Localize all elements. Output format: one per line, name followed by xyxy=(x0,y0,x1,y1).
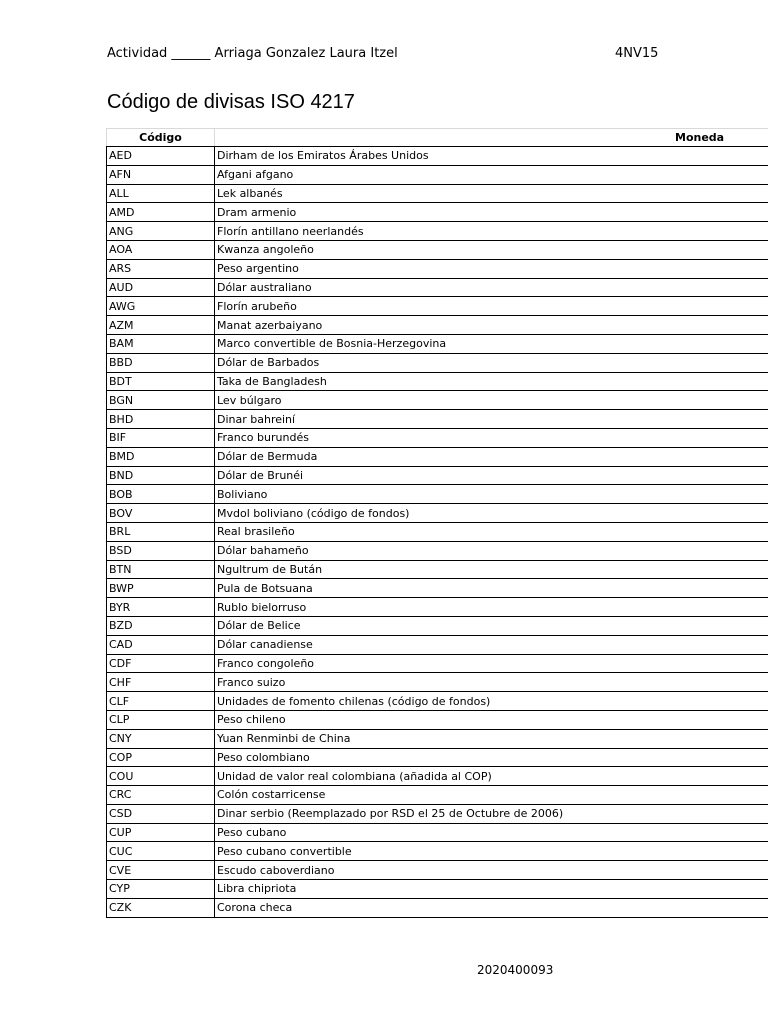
column-header-currency: Moneda xyxy=(215,129,768,147)
currency-name-cell: Peso colombiano xyxy=(215,748,768,767)
currency-name-cell: Peso cubano xyxy=(215,823,768,842)
table-row xyxy=(107,428,768,447)
table-row xyxy=(107,466,768,485)
table-row xyxy=(107,560,768,579)
currency-code-cell: CRC xyxy=(107,786,215,805)
currency-name-cell: Escudo caboverdiano xyxy=(215,861,768,880)
column-header-code: Código xyxy=(107,129,215,147)
document-header xyxy=(107,46,768,66)
currency-code-cell: CNY xyxy=(107,729,215,748)
table-row xyxy=(107,353,768,372)
currency-name-cell: Rublo bielorruso xyxy=(215,598,768,617)
table-row xyxy=(107,316,768,335)
currency-name-cell: Mvdol boliviano (código de fondos) xyxy=(215,504,768,523)
currency-code-cell: CDF xyxy=(107,654,215,673)
currency-code-cell: BDT xyxy=(107,372,215,391)
table-row xyxy=(107,184,768,203)
table-row xyxy=(107,654,768,673)
student-id: 2020400093 xyxy=(477,963,554,977)
table-row xyxy=(107,598,768,617)
table-row xyxy=(107,842,768,861)
currency-code-cell: ALL xyxy=(107,184,215,203)
currency-name-cell: Dólar de Brunéi xyxy=(215,466,768,485)
table-row xyxy=(107,372,768,391)
currency-name-cell: Boliviano xyxy=(215,485,768,504)
table-row xyxy=(107,203,768,222)
currency-name-cell: Ngultrum de Bután xyxy=(215,560,768,579)
currency-code-cell: CLP xyxy=(107,710,215,729)
table-row xyxy=(107,165,768,184)
table-row xyxy=(107,635,768,654)
currency-code-cell: AED xyxy=(107,147,215,166)
table-row xyxy=(107,522,768,541)
currency-name-cell: Afgani afgano xyxy=(215,165,768,184)
currency-code-cell: AZM xyxy=(107,316,215,335)
currency-name-cell: Dólar bahameño xyxy=(215,541,768,560)
currency-code-cell: BIF xyxy=(107,428,215,447)
table-row xyxy=(107,861,768,880)
currency-code-cell: COU xyxy=(107,767,215,786)
table-row xyxy=(107,541,768,560)
currency-name-cell: Yuan Renminbi de China xyxy=(215,729,768,748)
currency-code-cell: BOV xyxy=(107,504,215,523)
currency-name-cell: Kwanza angoleño xyxy=(215,240,768,259)
currency-code-cell: AFN xyxy=(107,165,215,184)
currency-code-cell: BND xyxy=(107,466,215,485)
table-row xyxy=(107,898,768,917)
currency-table xyxy=(106,128,768,918)
currency-name-cell: Peso argentino xyxy=(215,259,768,278)
currency-code-cell: BYR xyxy=(107,598,215,617)
currency-name-cell: Florín arubeño xyxy=(215,297,768,316)
currency-code-cell: CYP xyxy=(107,880,215,899)
currency-name-cell: Dinar serbio (Reemplazado por RSD el 25 de Octubre de 2006) xyxy=(215,804,768,823)
currency-code-cell: ARS xyxy=(107,259,215,278)
table-row xyxy=(107,748,768,767)
currency-table-container xyxy=(106,128,768,918)
group-label: 4NV15 xyxy=(615,46,659,61)
table-row xyxy=(107,880,768,899)
currency-name-cell: Pula de Botsuana xyxy=(215,579,768,598)
currency-code-cell: BBD xyxy=(107,353,215,372)
currency-name-cell: Unidades de fomento chilenas (código de fondos) xyxy=(215,692,768,711)
currency-code-cell: AMD xyxy=(107,203,215,222)
table-row xyxy=(107,710,768,729)
table-row xyxy=(107,278,768,297)
currency-code-cell: BOB xyxy=(107,485,215,504)
currency-code-cell: BMD xyxy=(107,447,215,466)
currency-name-cell: Franco suizo xyxy=(215,673,768,692)
currency-code-cell: BZD xyxy=(107,616,215,635)
currency-code-cell: BGN xyxy=(107,391,215,410)
table-row xyxy=(107,673,768,692)
currency-name-cell: Dólar de Bermuda xyxy=(215,447,768,466)
table-row xyxy=(107,391,768,410)
currency-name-cell: Libra chipriota xyxy=(215,880,768,899)
table-row xyxy=(107,692,768,711)
currency-name-cell: Unidad de valor real colombiana (añadida al COP) xyxy=(215,767,768,786)
table-row xyxy=(107,616,768,635)
currency-code-cell: ANG xyxy=(107,222,215,241)
currency-code-cell: CLF xyxy=(107,692,215,711)
currency-name-cell: Real brasileño xyxy=(215,522,768,541)
currency-code-cell: BSD xyxy=(107,541,215,560)
currency-code-cell: CUC xyxy=(107,842,215,861)
currency-name-cell: Franco burundés xyxy=(215,428,768,447)
currency-name-cell: Corona checa xyxy=(215,898,768,917)
currency-name-cell: Colón costarricense xyxy=(215,786,768,805)
currency-name-cell: Dólar canadiense xyxy=(215,635,768,654)
table-row xyxy=(107,147,768,166)
currency-code-cell: AUD xyxy=(107,278,215,297)
currency-name-cell: Florín antillano neerlandés xyxy=(215,222,768,241)
table-row xyxy=(107,447,768,466)
page-title: Código de divisas ISO 4217 xyxy=(107,91,355,113)
currency-name-cell: Lev búlgaro xyxy=(215,391,768,410)
currency-code-cell: CAD xyxy=(107,635,215,654)
table-row xyxy=(107,259,768,278)
currency-name-cell: Lek albanés xyxy=(215,184,768,203)
currency-name-cell: Dram armenio xyxy=(215,203,768,222)
currency-name-cell: Manat azerbaiyano xyxy=(215,316,768,335)
currency-name-cell: Taka de Bangladesh xyxy=(215,372,768,391)
table-body xyxy=(107,147,768,918)
table-row xyxy=(107,786,768,805)
currency-code-cell: BWP xyxy=(107,579,215,598)
table-row xyxy=(107,804,768,823)
currency-code-cell: BHD xyxy=(107,410,215,429)
table-row xyxy=(107,410,768,429)
table-header-row xyxy=(107,129,768,147)
currency-code-cell: CSD xyxy=(107,804,215,823)
table-row xyxy=(107,767,768,786)
table-row xyxy=(107,823,768,842)
table-row xyxy=(107,504,768,523)
currency-code-cell: BAM xyxy=(107,334,215,353)
currency-name-cell: Dinar bahreiní xyxy=(215,410,768,429)
table-row xyxy=(107,579,768,598)
currency-name-cell: Franco congoleño xyxy=(215,654,768,673)
currency-name-cell: Peso chileno xyxy=(215,710,768,729)
currency-code-cell: COP xyxy=(107,748,215,767)
currency-code-cell: CVE xyxy=(107,861,215,880)
currency-name-cell: Peso cubano convertible xyxy=(215,842,768,861)
table-row xyxy=(107,485,768,504)
table-row xyxy=(107,297,768,316)
currency-code-cell: CZK xyxy=(107,898,215,917)
currency-name-cell: Dólar australiano xyxy=(215,278,768,297)
table-row xyxy=(107,334,768,353)
currency-code-cell: CUP xyxy=(107,823,215,842)
currency-code-cell: BRL xyxy=(107,522,215,541)
currency-code-cell: AWG xyxy=(107,297,215,316)
currency-name-cell: Dólar de Belice xyxy=(215,616,768,635)
currency-name-cell: Marco convertible de Bosnia-Herzegovina xyxy=(215,334,768,353)
table-row xyxy=(107,222,768,241)
activity-student-line: Actividad ______ Arriaga Gonzalez Laura Itzel xyxy=(107,46,398,61)
currency-code-cell: AOA xyxy=(107,240,215,259)
table-row xyxy=(107,729,768,748)
currency-name-cell: Dirham de los Emiratos Árabes Unidos xyxy=(215,147,768,166)
currency-code-cell: BTN xyxy=(107,560,215,579)
table-row xyxy=(107,240,768,259)
currency-code-cell: CHF xyxy=(107,673,215,692)
currency-name-cell: Dólar de Barbados xyxy=(215,353,768,372)
